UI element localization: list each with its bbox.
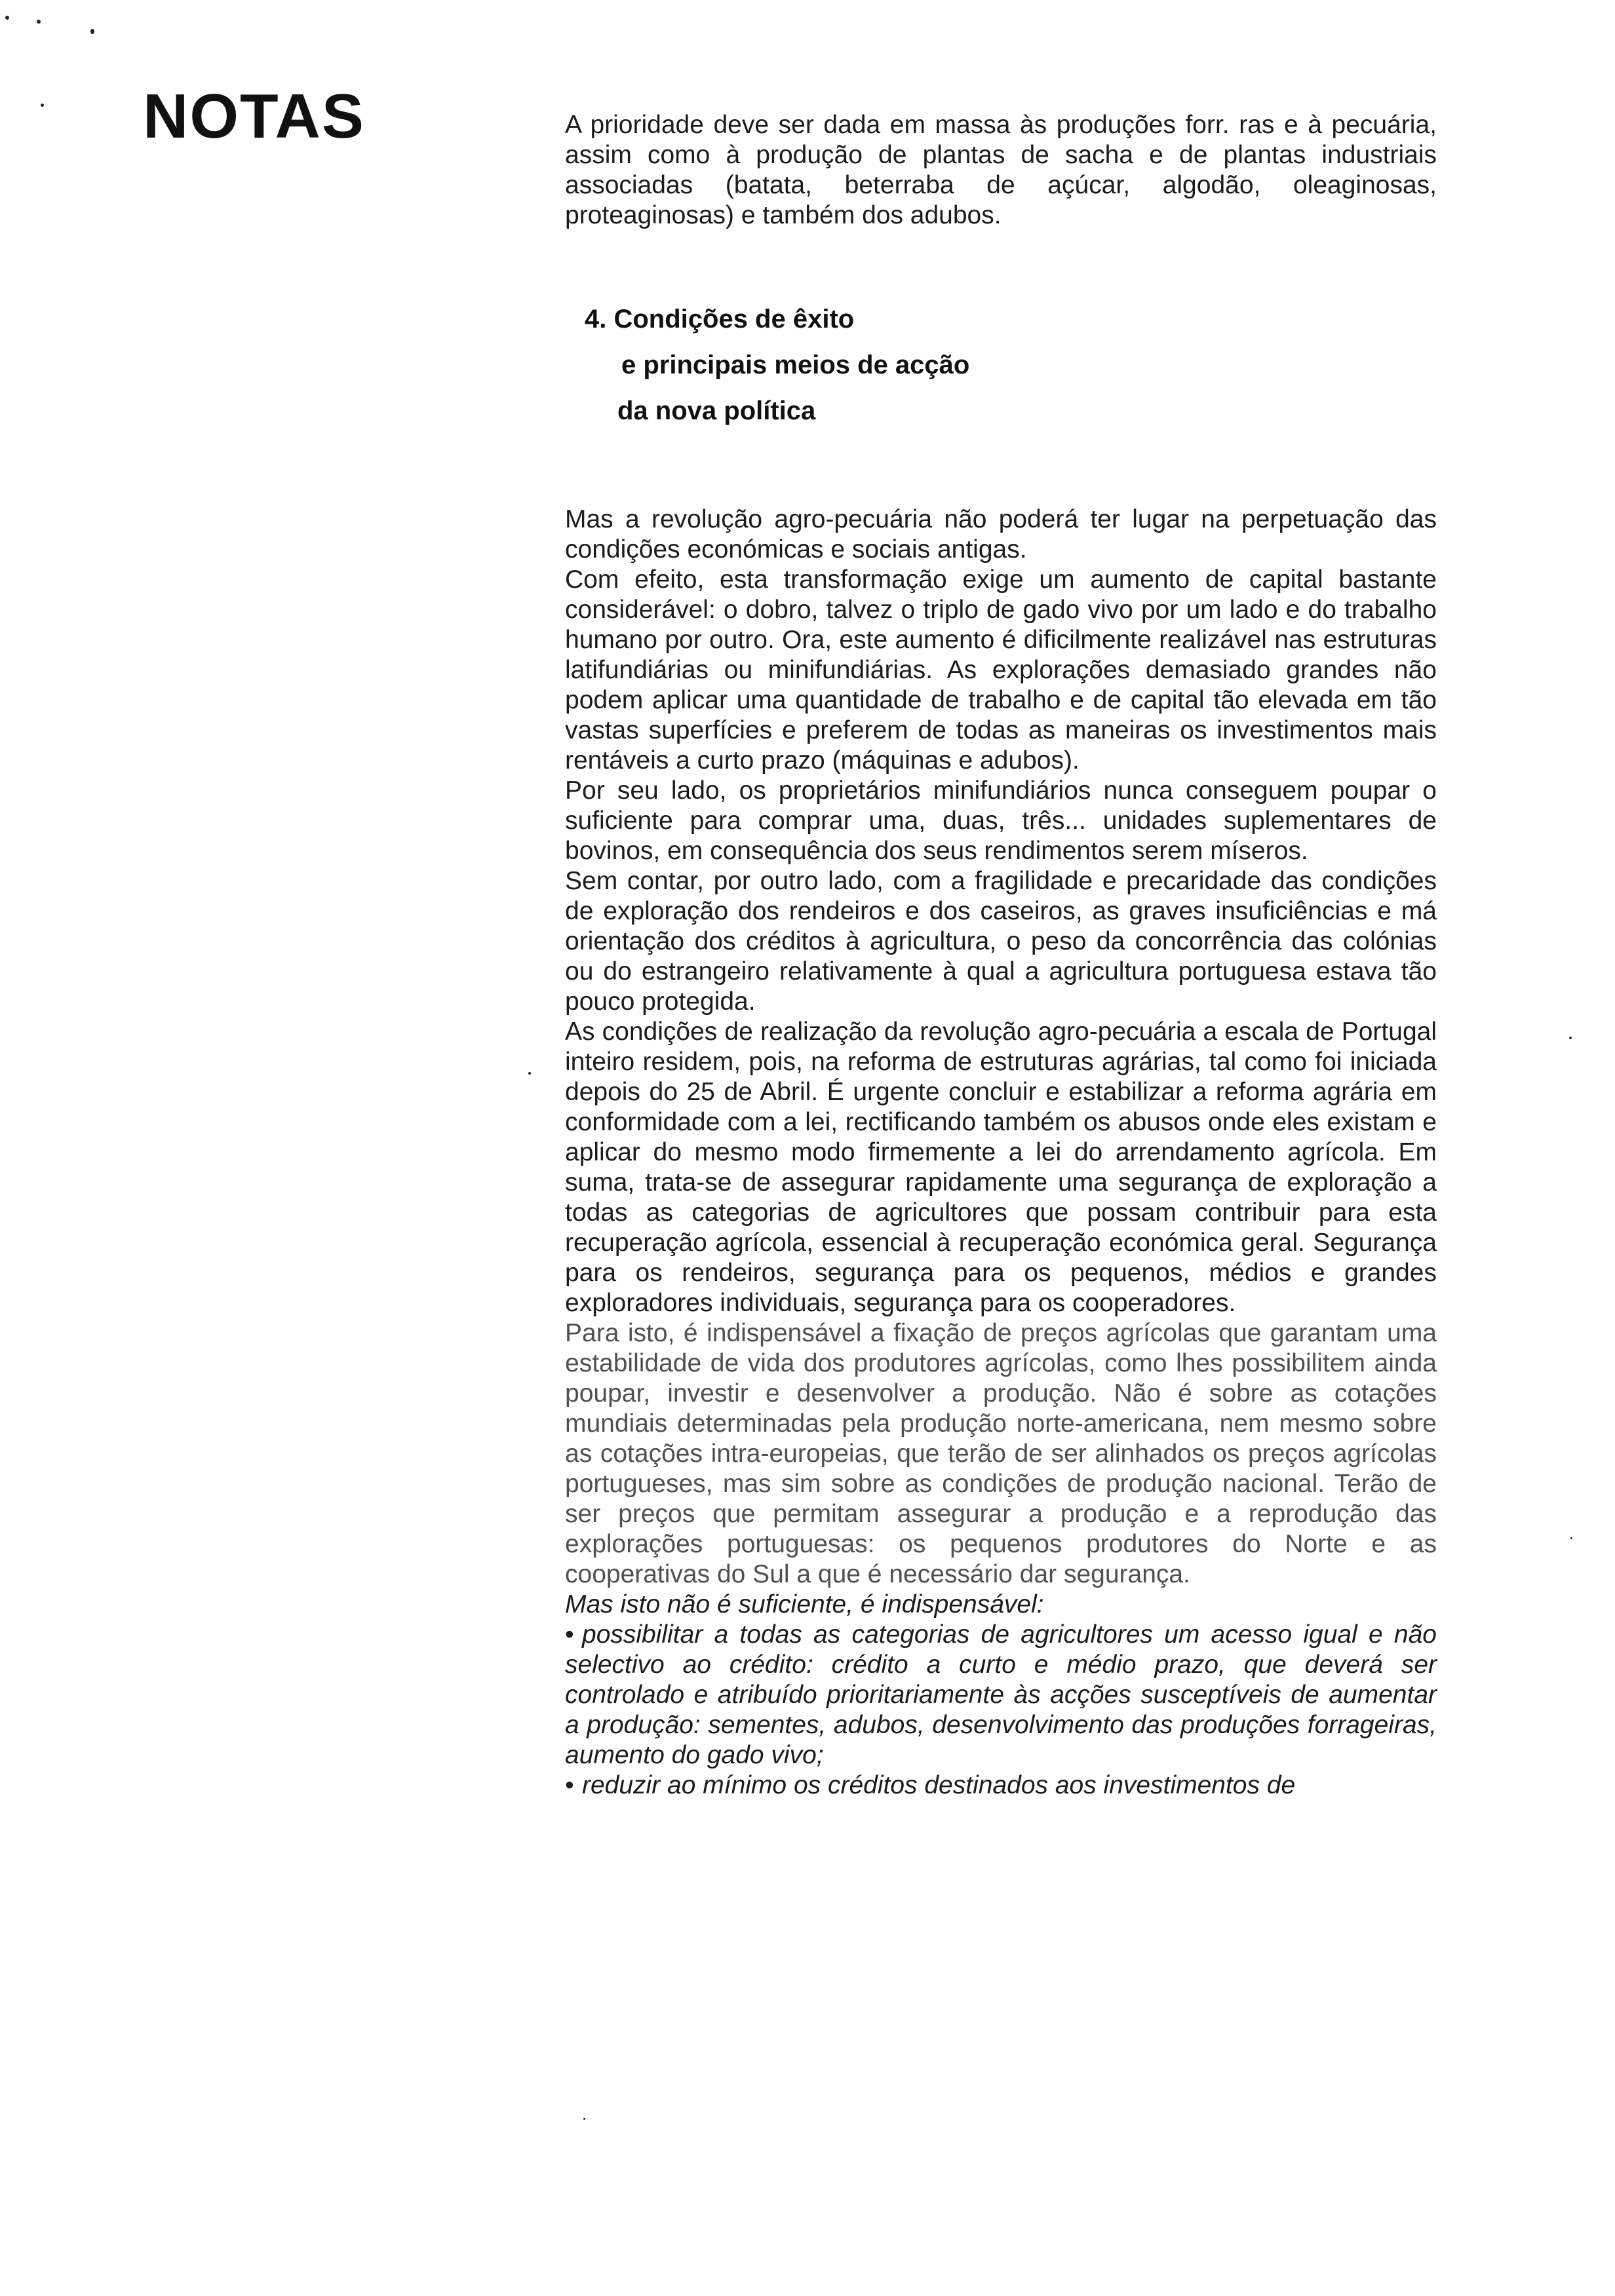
italic-lead: Mas isto não é suficiente, é indispensável: — [565, 1590, 1044, 1618]
bullet-text: reduzir ao mínimo os créditos destinados aos investimentos de — [582, 1771, 1296, 1799]
side-title-notas: NOTAS — [143, 81, 365, 151]
italic-list-block — [565, 1590, 1437, 1801]
section-heading — [585, 296, 1437, 434]
body-paragraph: Sem contar, por outro lado, com a fragilidade e precaridade das condições de exploração dos rendeiros e dos caseiros, as graves insuficiências e má orientação dos créditos à agricultura, o peso da concorrência das colónias ou do estrangeiro relativamente à qual a agricultura portuguesa estava tão pouco protegida. — [565, 867, 1437, 1016]
speck — [90, 29, 94, 34]
section-heading-line-3: da nova política — [617, 396, 816, 425]
speck — [37, 20, 41, 24]
speck — [528, 1072, 531, 1075]
section-heading-line-1: 4. Condições de êxito — [585, 305, 855, 334]
speck — [1569, 1037, 1572, 1039]
body-paragraph: As condições de realização da revolução agro-pecuária a escala de Portugal inteiro residem, pois, na reforma de estruturas agrárias, tal como foi iniciada depois do 25 de Abril. É urgente concluir e estabilizar a reforma agrária em conformidade com a lei, rectificando também os abusos onde eles existam e aplicar do mesmo modo firmemente a lei do arrendamento agrícola. Em suma, trata-se de assegurar rapidamente uma segurança de exploração a todas as categorias de agricultores que possam contribuir para esta recuperação agrícola, essencial à recuperação económica geral. Segurança para os rendeiros, segurança para os pequenos, médios e grandes exploradores individuais, segurança para os cooperadores. — [565, 1018, 1437, 1317]
section-body — [565, 505, 1437, 1801]
speck — [583, 2118, 585, 2120]
body-paragraph: Por seu lado, os proprietários minifundiários nunca conseguem poupar o suficiente para comprar uma, duas, três... unidades suplementares de bovinos, em consequência dos seus rendimentos serem míseros. — [565, 776, 1437, 865]
body-paragraph: Mas a revolução agro-pecuária não poderá ter lugar na perpetuação das condições económicas e sociais antigas. — [565, 505, 1437, 564]
body-paragraph: Com efeito, esta transformação exige um aumento de capital bastante considerável: o dobro, talvez o triplo de gado vivo por um lado e do trabalho humano por outro. Ora, este aumento é dificilmente realizável nas estruturas latifundiárias ou minifundiárias. As explorações demasiado grandes não podem aplicar uma quantidade de trabalho e de capital tão elevada em tão vastas superfícies e preferem de todas as maneiras os investimentos mais rentáveis a curto prazo (máquinas e adubos). — [565, 565, 1437, 775]
body-paragraph-faded: Para isto, é indispensável a fixação de preços agrícolas que garantam uma estabilidade de vida dos produtores agrícolas, como lhes possibilitem ainda poupar, investir e desenvolver a produção. Não é sobre as cotações mundiais determinadas pela produção norte-americana, nem mesmo sobre as cotações intra-europeias, que terão de ser alinhados os preços agrícolas portugueses, mas sim sobre as condições de produção nacional. Terão de ser preços que permitam assegurar a produção e a reprodução das explorações portuguesas: os pequenos produtores do Norte e as cooperativas do Sul a que é necessário dar segurança. — [565, 1319, 1437, 1588]
text-column — [565, 110, 1437, 1801]
speck — [5, 16, 9, 20]
speck — [41, 104, 44, 107]
bullet-item — [565, 1620, 1437, 1770]
bullet-text: possibilitar a todas as categorias de agricultores um acesso igual e não selectivo ao crédito: crédito a curto e médio prazo, que deverá ser controlado e atribuído prioritariamente às acções susceptíveis de aumentar a produção: sementes, adubos, desenvolvimento das produções forrageiras, aumento do gado vivo; — [565, 1620, 1437, 1769]
speck — [1570, 1537, 1572, 1539]
intro-paragraph: A prioridade deve ser dada em massa às produções forr. ras e à pecuária, assim como à produção de plantas de sacha e de plantas industriais associadas (batata, beterraba de açúcar, algodão, oleaginosas, proteaginosas) e também dos adubos. — [565, 111, 1437, 229]
section-heading-line-2: e principais meios de acção — [621, 351, 970, 379]
bullet-item — [565, 1770, 1437, 1801]
